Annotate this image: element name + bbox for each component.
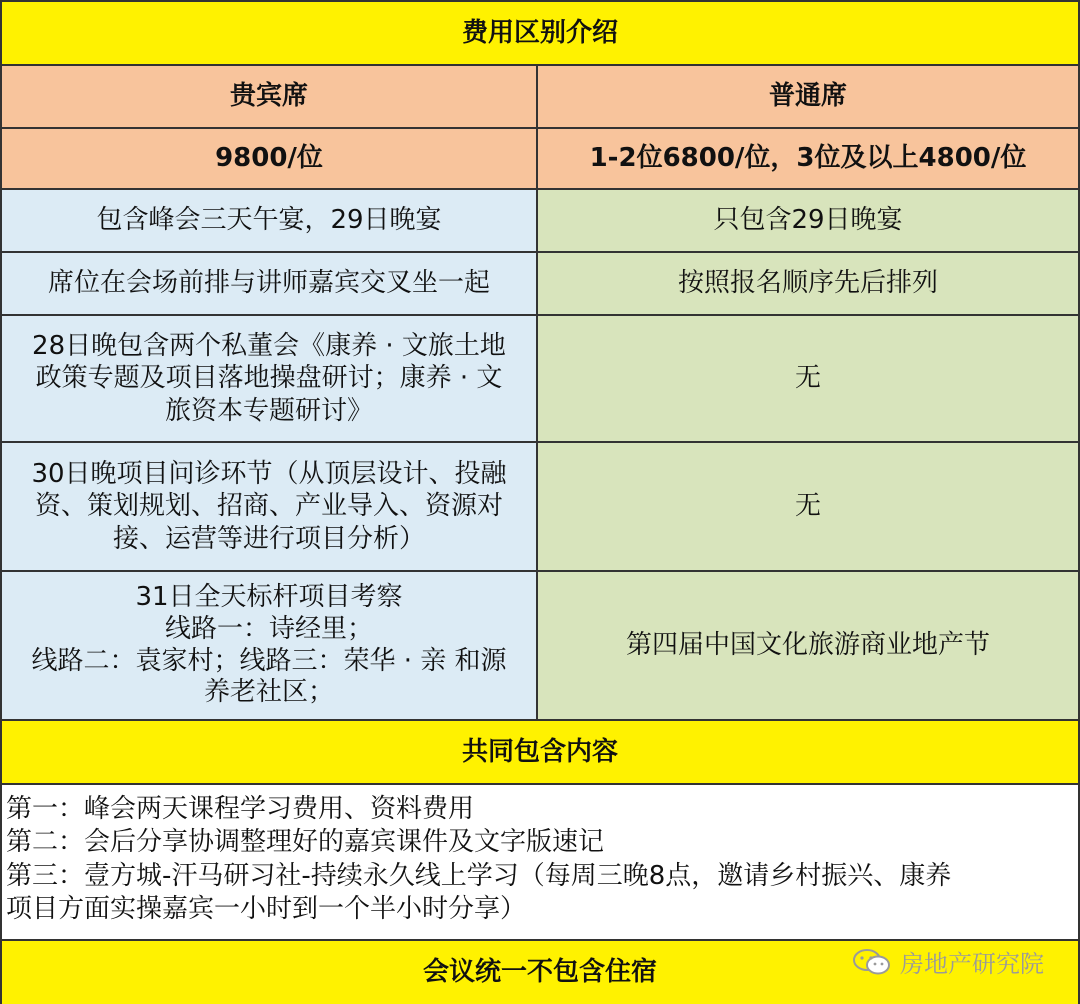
vip-cell-line: 旅资本专题研讨》 xyxy=(164,395,373,426)
vip-cell-line: 30日晚项目问诊环节（从顶层设计、投融 xyxy=(31,458,507,489)
column-header-row xyxy=(0,66,1080,129)
regular-cell: 无 xyxy=(538,443,1078,570)
vip-cell-line: 养老社区； xyxy=(203,677,334,708)
common-section-header xyxy=(0,721,1080,785)
table-row xyxy=(0,572,1080,721)
table-title-row xyxy=(0,0,1080,66)
table-row xyxy=(0,443,1080,572)
vip-cell xyxy=(2,443,538,570)
regular-cell: 第四届中国文化旅游商业地产节 xyxy=(538,572,1078,719)
regular-cell: 只包含29日晚宴 xyxy=(538,190,1078,251)
regular-column-header: 普通席 xyxy=(768,81,847,112)
common-item: 第三：壹方城-汗马研习社-持续永久线上学习（每周三晚8点，邀请乡村振兴、康养 xyxy=(6,860,952,891)
vip-cell-text: 包含峰会三天午宴，29日晚宴 xyxy=(96,205,442,236)
vip-price: 9800/位 xyxy=(2,129,538,188)
vip-cell xyxy=(2,190,538,251)
common-title: 共同包含内容 xyxy=(461,736,618,767)
common-item: 项目方面实操嘉宾一小时到一个半小时分享） xyxy=(6,893,527,924)
regular-cell: 无 xyxy=(538,316,1078,441)
common-item: 第二：会后分享协调整理好的嘉宾课件及文字版速记 xyxy=(6,827,605,858)
common-items-list xyxy=(2,785,1078,939)
vip-cell-line: 资、策划规划、招商、产业导入、资源对 xyxy=(34,491,503,522)
vip-cell xyxy=(2,316,538,441)
price-row xyxy=(0,129,1080,190)
table-title: 费用区别介绍 xyxy=(461,17,618,48)
table-row xyxy=(0,316,1080,443)
vip-cell-line: 线路一：诗经里； xyxy=(164,613,373,644)
vip-column-header: 贵宾席 xyxy=(2,66,538,127)
wechat-icon xyxy=(852,948,892,976)
vip-cell-line: 31日全天标杆项目考察 xyxy=(135,582,403,613)
vip-cell xyxy=(2,253,538,314)
vip-cell-line: 接、运营等进行项目分析） xyxy=(112,523,425,554)
common-items-row xyxy=(0,785,1080,941)
vip-cell-line: 28日晚包含两个私董会《康养 · 文旅土地 xyxy=(32,330,506,361)
vip-cell-text: 席位在会场前排与讲师嘉宾交叉坐一起 xyxy=(47,268,490,299)
watermark xyxy=(852,944,1044,979)
regular-price: 1-2位6800/位，3位及以上4800/位 xyxy=(589,143,1027,174)
vip-cell-line: 线路二：袁家村；线路三：荣华 · 亲 和源 xyxy=(31,645,507,676)
regular-cell: 按照报名顺序先后排列 xyxy=(538,253,1078,314)
vip-cell xyxy=(2,572,538,719)
table-row xyxy=(0,190,1080,253)
common-item: 第一：峰会两天课程学习费用、资料费用 xyxy=(6,794,475,824)
watermark-text: 房地产研究院 xyxy=(900,950,1044,978)
table-row xyxy=(0,253,1080,316)
footer-note: 会议统一不包含住宿 xyxy=(422,957,657,988)
vip-cell-line: 政策专题及项目落地操盘研讨；康养 · 文 xyxy=(35,363,503,394)
